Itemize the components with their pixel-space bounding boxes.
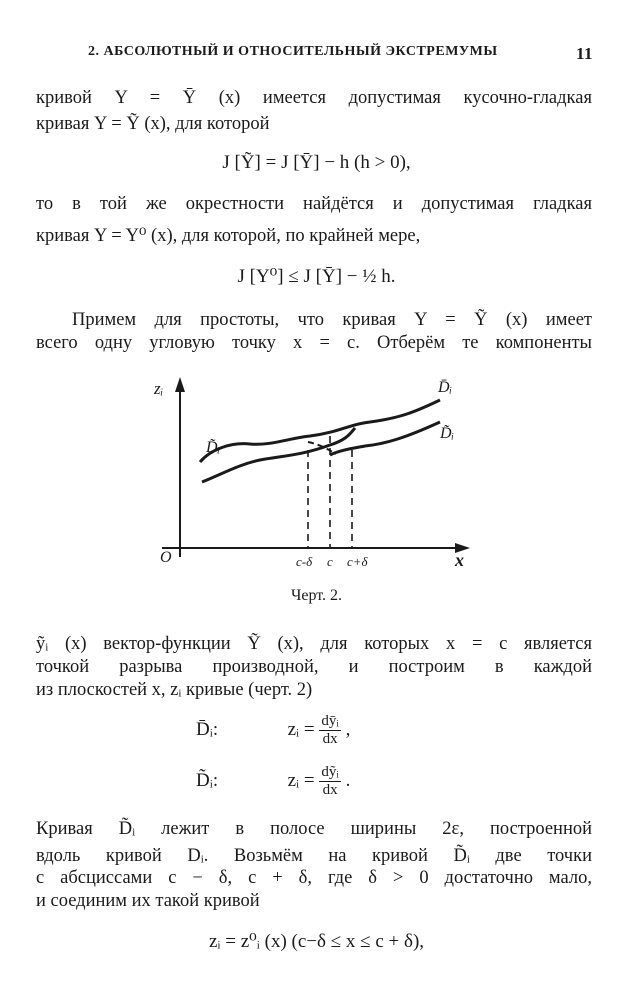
origin-label: O [160, 549, 172, 566]
formula-d-bar [196, 713, 350, 748]
curve-label-d-tilde-right: D̃ᵢ [440, 425, 455, 442]
text-line-12: с абсциссами c − δ, c + δ, где δ > 0 достаточно мало, [36, 868, 592, 888]
text-line-2: кривая Y = Ỹ (x), для которой [36, 114, 270, 134]
curve-label-d-tilde-left: D̃ᵢ [206, 439, 221, 456]
equation-1: J [Ỹ] = J [Ȳ] − h (h > 0), [222, 152, 411, 173]
curve-label-d-bar: D̄ᵢ [438, 379, 453, 396]
text-line-1: кривой Y = Ȳ (x) имеется допустимая кусочно-гладкая [36, 88, 592, 108]
text-line-5: Примем для простоты, что кривая Y = Ỹ (x) имеет [72, 310, 592, 330]
y-axis-label: zᵢ [154, 379, 164, 398]
text-line-10: Кривая D̃ᵢ лежит в полосе ширины 2ε, построенной [36, 819, 592, 839]
text-line-3: то в той же окрестности найдётся и допустимая гладкая [36, 194, 592, 214]
tick-label-c-minus-delta: c-δ [296, 554, 313, 569]
header-title: 2. АБСОЛЮТНЫЙ И ОТНОСИТЕЛЬНЫЙ ЭКСТРЕМУМЫ [88, 44, 498, 59]
formula-d-bar-end: , [345, 718, 351, 740]
equation-2: J [Y⁰] ≤ J [Ȳ] − ½ h. [237, 266, 396, 287]
figure-caption: Черт. 2. [290, 587, 343, 604]
x-axis-label: x [455, 550, 464, 570]
formula-d-tilde-fraction [319, 764, 340, 799]
tick-label-c: c [327, 554, 333, 569]
formula-d-tilde-lhs: zᵢ = [287, 769, 315, 791]
text-line-13: и соединим их такой кривой [36, 891, 260, 911]
formula-d-tilde-label: D̃ᵢ: [196, 769, 219, 791]
formula-d-tilde [196, 764, 350, 799]
text-line-7: ỹᵢ (x) вектор-функции Ỹ (x), для которых x = c является [36, 634, 592, 654]
formula-d-tilde-numerator: dỹᵢ [321, 764, 339, 780]
text-line-6: всего одну угловую точку x = c. Отберём те компоненты [36, 333, 592, 353]
text-line-9: из плоскостей x, zᵢ кривые (черт. 2) [36, 680, 313, 700]
text-line-11: вдоль кривой Dᵢ. Возьмём на кривой D̃ᵢ две точки [36, 846, 592, 866]
formula-d-bar-numerator: dȳᵢ [321, 713, 339, 729]
formula-d-tilde-denominator: dx [322, 782, 338, 798]
curve-d-bar [200, 400, 440, 462]
formula-d-bar-fraction [319, 713, 340, 748]
figure-2-plot [150, 372, 480, 582]
text-line-4: кривая Y = Y⁰ (x), для которой, по крайней мере, [36, 226, 421, 246]
text-line-8: точкой разрыва производной, и построим в каждой [36, 657, 592, 677]
running-header [88, 44, 593, 63]
formula-d-tilde-end: . [345, 769, 351, 791]
equation-5: zᵢ = z⁰ᵢ (x) (c−δ ≤ x ≤ c + δ), [208, 931, 425, 952]
y-axis-arrow [175, 377, 185, 392]
tick-label-c-plus-delta: c+δ [347, 554, 368, 569]
formula-d-bar-label: D̄ᵢ: [196, 718, 219, 740]
formula-d-bar-denominator: dx [322, 731, 338, 747]
formula-d-bar-lhs: zᵢ = [287, 718, 315, 740]
page-number: 11 [575, 44, 593, 63]
